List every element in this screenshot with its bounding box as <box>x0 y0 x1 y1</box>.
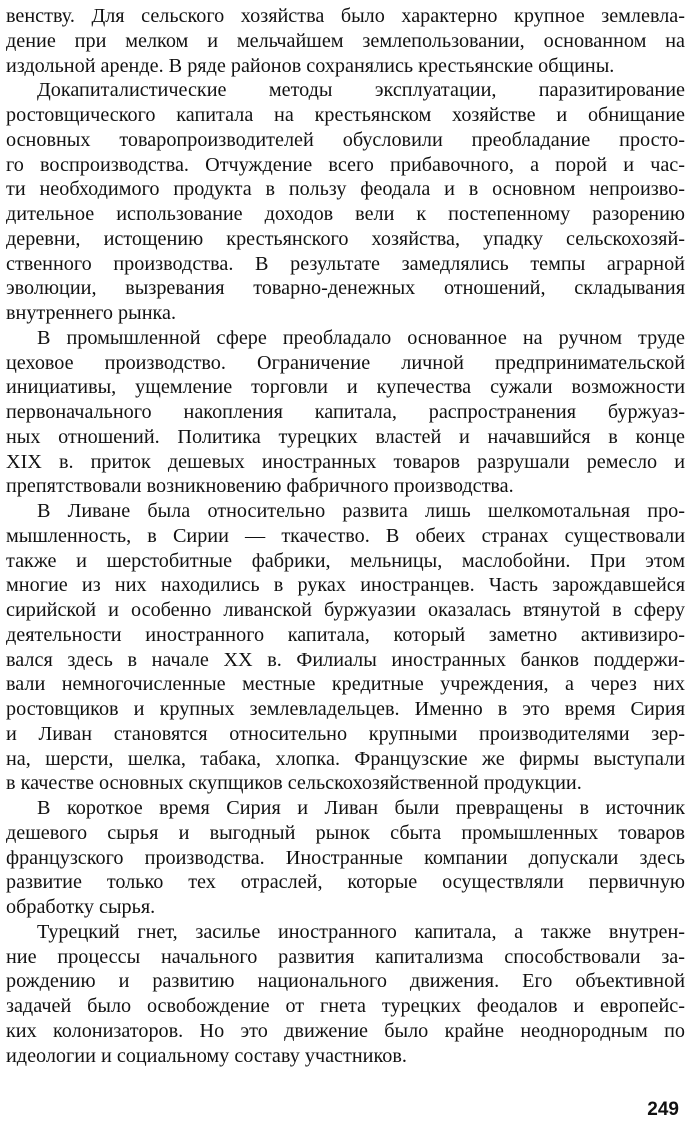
text-line: В короткое время Сирия и Ливан были превращены в источник <box>37 797 685 819</box>
text-line: многие из них находились в руках иностранцев. Часть зарождавшейся <box>6 574 685 597</box>
text-line: задачей было освобождение от гнета турецких феодалов и европейс- <box>6 995 685 1017</box>
text-line: ростовщиков и крупных землевладельцев. Именно в это время Сирия <box>6 698 685 720</box>
text-line: внутреннего рынка. <box>6 302 177 324</box>
text-line: ти необходимого продукта в пользу феодала и в основном непроизво- <box>6 178 685 201</box>
text-line: обработку сырья. <box>6 896 156 918</box>
text-line: первоначального накопления капитала, распространения буржуаз- <box>6 401 685 423</box>
text-line: рождению и развитию национального движения. Его объективной <box>6 970 685 993</box>
text-line: ных отношений. Политика турецких властей и начавшийся в конце <box>6 425 685 448</box>
text-line: венству. Для сельского хозяйства было характерно крупное землевла- <box>6 5 685 27</box>
text-line: деятельности иностранного капитала, который заметно активизиро- <box>6 623 685 646</box>
text-line: ростовщического капитала на крестьянском хозяйстве и обнищание <box>6 104 685 126</box>
text-line: препятствовали возникновению фабричного производства. <box>6 475 514 498</box>
text-line: мышленность, в Сирии — ткачество. В обеих странах существовали <box>6 524 685 547</box>
text-line: сирийской и особенно ливанской буржуазии оказалась втянутой в сферу <box>6 599 685 621</box>
text-line: вался здесь в начале XX в. Филиалы иностранных банков поддержи- <box>6 648 685 671</box>
paragraph-2 <box>6 78 685 326</box>
text-line: дение при мелком и мельчайшем землепользовании, основанном на <box>6 29 685 52</box>
text-line: цеховое производство. Ограничение личной предпринимательской <box>6 351 685 374</box>
text-line: В Ливане была относительно развита лишь шелкомотальная про- <box>37 500 685 522</box>
text-line: В промышленной сфере преобладало основанное на ручном труде <box>37 326 685 349</box>
text-line: издольной аренде. В ряде районов сохранялись крестьянские общины. <box>6 54 615 77</box>
text-line: также и шерстобитные фабрики, мельницы, маслобойни. При этом <box>6 549 685 572</box>
paragraph-3 <box>6 326 685 499</box>
text-line: ственного производства. В результате замедлялись темпы аграрной <box>6 252 685 275</box>
text-line: в качестве основных скупщиков сельскохозяйственной продукции. <box>6 772 582 795</box>
text-line: Турецкий гнет, засилье иностранного капитала, а также внутрен- <box>37 920 685 943</box>
text-line: ние процессы начального развития капитализма способствовали за- <box>6 945 685 968</box>
text-line: французского производства. Иностранные компании допускали здесь <box>6 846 685 869</box>
text-line: инициативы, ущемление торговли и купечества сужали возможности <box>6 376 685 399</box>
text-line: деревни, истощению крестьянского хозяйства, упадку сельскохозяй- <box>6 227 685 250</box>
text-line: на, шерсти, шелка, табака, хлопка. Французские же фирмы выступали <box>6 747 685 770</box>
text-line: Докапиталистические методы эксплуатации, паразитирование <box>37 79 685 102</box>
text-line: го воспроизводства. Отчуждение всего прибавочного, а порой и час- <box>6 153 685 176</box>
text-line: XIX в. приток дешевых иностранных товаров разрушали ремесло и <box>6 450 685 473</box>
text-line: дешевого сырья и выгодный рынок сбыта промышленных товаров <box>6 821 685 844</box>
page-number: 249 <box>647 1099 679 1120</box>
paragraph-6 <box>6 920 685 1069</box>
paragraph-5 <box>6 796 685 920</box>
text-line: развитие только тех отраслей, которые осуществляли первичную <box>6 871 685 894</box>
text-line: основных товаропроизводителей обусловили преобладание просто- <box>6 128 685 151</box>
text-line: ких колонизаторов. Но это движение было крайне неоднородным по <box>6 1019 685 1042</box>
text-line: и Ливан становятся относительно крупными производителями зер- <box>6 722 685 745</box>
text-line: идеологии и социальному составу участников. <box>6 1044 407 1067</box>
text-line: эволюции, вызревания товарно-денежных отношений, складывания <box>6 277 685 300</box>
text-line: вали немногочисленные местные кредитные учреждения, а через них <box>6 673 685 696</box>
paragraph-4 <box>6 499 685 796</box>
text-line: дительное использование доходов вели к постепенному разорению <box>6 203 685 225</box>
paragraph-1 <box>6 4 685 78</box>
